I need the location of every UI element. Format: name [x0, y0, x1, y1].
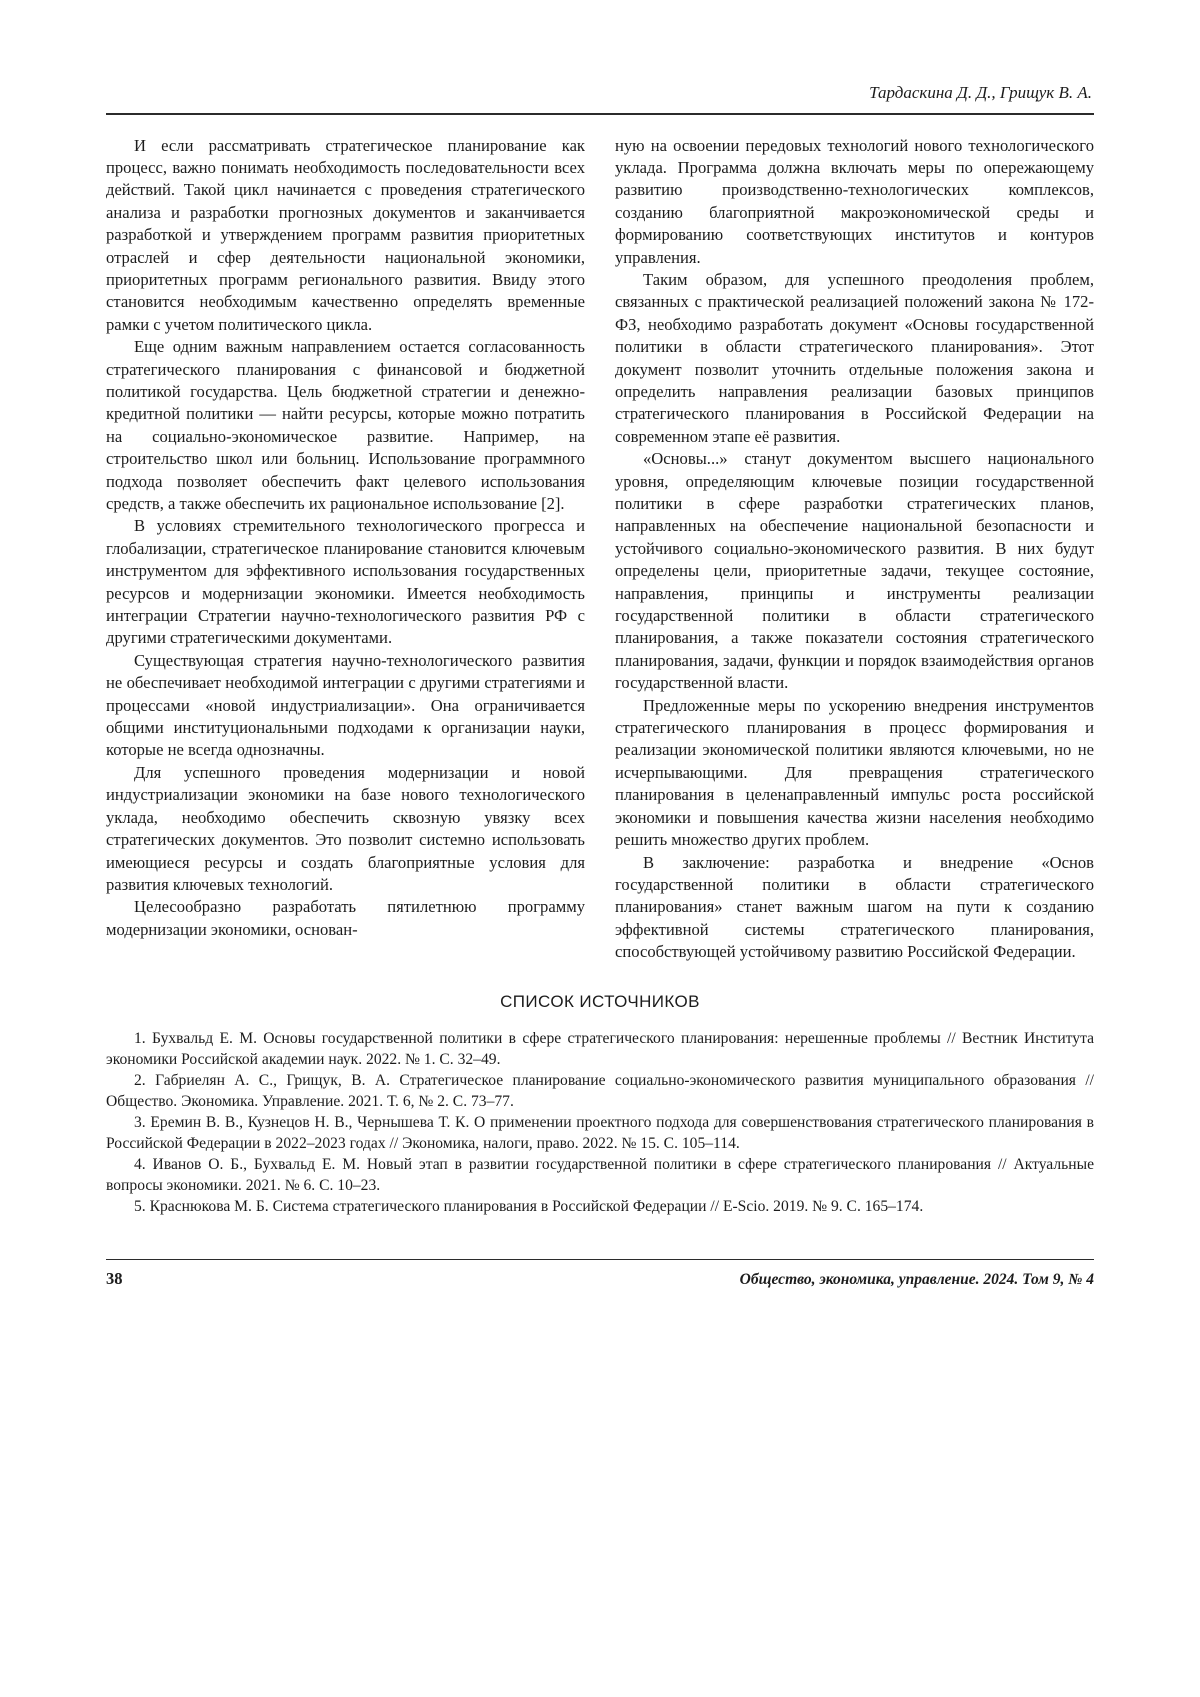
reference-item: 2. Габриелян А. С., Грищук, В. А. Стратегическое планирование социально-экономического развития муниципального образования // Общество. Экономика. Управление. 2021. Т. 6, № 2. С. 73–77. [106, 1071, 1094, 1110]
body-column-left [106, 135, 585, 964]
header-rule [106, 113, 1094, 115]
page-footer [106, 1259, 1094, 1290]
page-header [106, 82, 1094, 115]
footer-page-number: 38 [106, 1269, 123, 1289]
paragraph: «Основы...» станут документом высшего национального уровня, определяющим ключевые позиции государственной политики в сфере разработки стратегических планов, направленных на обеспечение национальной безопасности и устойчивого социально-экономического развития. В них будут определены цели, приоритетные задачи, текущее состояние, направления, принципы и инструменты реализации государственной политики в области стратегического планирования, а также показатели состояния стратегического планирования, задачи, функции и порядок взаимодействия органов государственной власти. [615, 449, 1094, 693]
references-heading: СПИСОК ИСТОЧНИКОВ [500, 991, 700, 1011]
article-body [106, 135, 1094, 964]
body-column-right [615, 135, 1094, 964]
footer-journal-info: Общество, экономика, управление. 2024. Том 9, № 4 [739, 1271, 1094, 1289]
paragraph-continuation: ную на освоении передовых технологий нового технологического уклада. Программа должна включать меры по опережающему развитию производственно-технологических комплексов, созданию благоприятной макроэкономической среды и формированию соответствующих институтов и контуров управления. [615, 135, 1094, 267]
paragraph: Существующая стратегия научно-технологического развития не обеспечивает необходимой интеграции с другими стратегиями и процессами «новой индустриализации». Она ограничивается общими институциональными подходами к организации науки, которые не всегда однозначны. [106, 650, 585, 760]
footer-row [106, 1260, 1094, 1289]
references-section [106, 992, 1094, 1217]
header-authors: Тардаскина Д. Д., Грищук В. А. [869, 83, 1092, 102]
paragraph: И если рассматривать стратегическое планирование как процесс, важно понимать необходимость последовательности всех действий. Такой цикл начинается с проведения стратегического анализа и разработки прогнозных документов и заканчивается разработкой и утверждением программ развития приоритетных отраслей и сфер деятельности национальной экономики, приоритетных программ регионального развития. Ввиду этого становится необходимым качественно определять временные рамки с учетом политического цикла. [106, 135, 585, 334]
reference-item: 3. Еремин В. В., Кузнецов Н. В., Чернышева Т. К. О применении проектного подхода для совершенствования стратегического планирования в Российской Федерации в 2022–2023 годах // Экономика, налоги, право. 2022. № 15. С. 105–114. [106, 1113, 1094, 1152]
paragraph: Целесообразно разработать пятилетнюю программу модернизации экономики, основан- [106, 897, 585, 939]
reference-item: 5. Краснюкова М. Б. Система стратегического планирования в Российской Федерации // E-Scio. 2019. № 9. С. 165–174. [134, 1197, 924, 1215]
paragraph: Предложенные меры по ускорению внедрения инструментов стратегического планирования в процесс формирования и реализации экономической политики являются ключевыми, но не исчерпывающими. Для превращения стратегического планирования в целенаправленный импульс роста российской экономики и повышения качества жизни населения необходимо решить множество других проблем. [615, 695, 1094, 850]
reference-item: 1. Бухвальд Е. М. Основы государственной политики в сфере стратегического планирования: нерешенные проблемы // Вестник Института экономики Российской академии наук. 2022. № 1. С. 32–49. [106, 1029, 1094, 1068]
paragraph: Еще одним важным направлением остается согласованность стратегического планирования с финансовой и бюджетной политикой государства. Цель бюджетной стратегии и денежно-кредитной политики — найти ресурсы, которые можно потратить на социально-экономическое развитие. Например, на строительство школ или больниц. Использование программного подхода позволяет обеспечить факт целевого использования средств, а также обеспечить их рациональное использование [2]. [106, 337, 585, 513]
reference-item: 4. Иванов О. Б., Бухвальд Е. М. Новый этап в развитии государственной политики в сфере стратегического планирования // Актуальные вопросы экономики. 2021. № 6. С. 10–23. [106, 1155, 1094, 1194]
paragraph: В условиях стремительного технологического прогресса и глобализации, стратегическое планирование становится ключевым инструментом для эффективного использования государственных ресурсов и модернизации экономики. Имеется необходимость интеграции Стратегии научно-технологического развития РФ с другими стратегическими документами. [106, 516, 585, 648]
paragraph: Для успешного проведения модернизации и новой индустриализации экономики на базе нового технологического уклада, необходимо обеспечить сквозную увязку всех стратегических документов. Это позволит системно использовать имеющиеся ресурсы и создать благоприятные условия для развития ключевых технологий. [106, 762, 585, 894]
paragraph: В заключение: разработка и внедрение «Основ государственной политики в области стратегического планирования» станет важным шагом на пути к созданию эффективной системы стратегического планирования, способствующей устойчивому развитию Российской Федерации. [615, 852, 1094, 962]
paragraph: Таким образом, для успешного преодоления проблем, связанных с практической реализацией положений закона № 172-ФЗ, необходимо разработать документ «Основы государственной политики в области стратегического планирования». Этот документ позволит уточнить отдельные положения закона и определить направления реализации базовых принципов стратегического планирования в Российской Федерации на современном этапе её развития. [615, 269, 1094, 446]
